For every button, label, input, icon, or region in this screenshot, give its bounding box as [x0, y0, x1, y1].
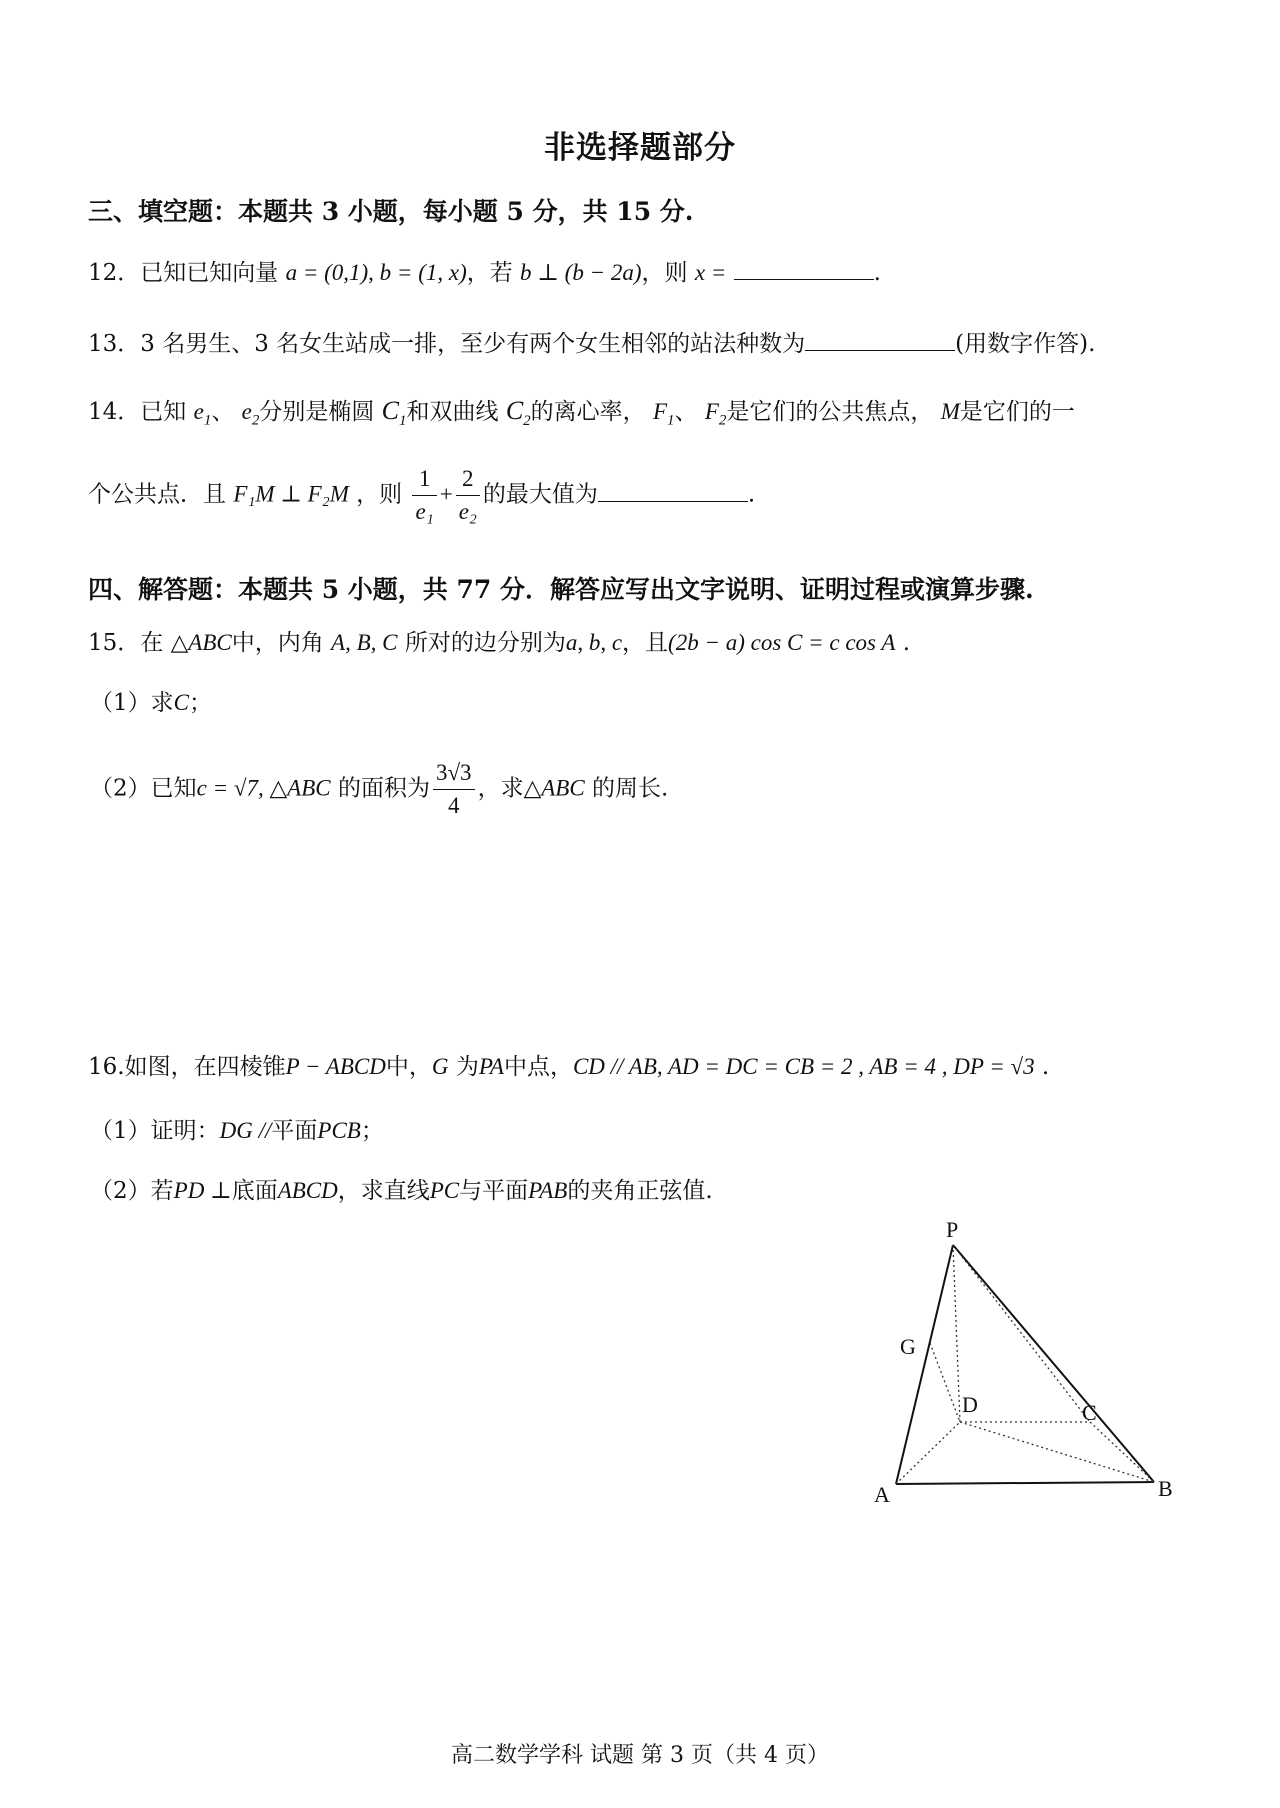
label-B: B: [1158, 1476, 1173, 1501]
edge-AB: [896, 1482, 1154, 1484]
q13-text: 3 名男生、3 名女生站成一排，至少有两个女生相邻的站法种数为: [140, 331, 806, 357]
q13-answer-blank: [805, 328, 955, 351]
q14-text-f: 是它们的一: [959, 399, 1075, 425]
label-A: A: [874, 1482, 890, 1507]
q14-e1-letter: e: [193, 399, 204, 424]
q16-number: 16.: [88, 1054, 125, 1080]
edge-PD: [953, 1245, 960, 1422]
q14-m: M: [940, 399, 960, 424]
q16-part-1: [90, 1112, 384, 1145]
edge-AD: [896, 1422, 960, 1484]
q15-end: .: [902, 630, 911, 656]
label-C: C: [1082, 1400, 1097, 1425]
q16-p2-label: （2）若: [90, 1178, 174, 1204]
q15-p2-given: c = √7, △ABC: [196, 775, 331, 801]
q14-fraction-2: [456, 463, 480, 528]
q15-equation: (2b − a) cos C = c cos A: [668, 630, 896, 655]
q16-text-a: 如图，在四棱锥: [124, 1054, 286, 1080]
q12-text-c: ，则: [641, 260, 688, 286]
q16-p2-expr: PD ⊥: [173, 1178, 232, 1203]
q15-text-c: 所对的边分别为: [404, 630, 566, 656]
section-3-heading: 三、填空题：本题共 3 小题，每小题 5 分，共 15 分.: [88, 197, 694, 226]
edge-PB: [953, 1245, 1154, 1482]
q16-part-2: [90, 1172, 713, 1205]
q16-text-b: 中，: [385, 1054, 432, 1080]
q16-condition: CD // AB, AD = DC = CB = 2 , AB = 4 , DP = √3: [572, 1054, 1035, 1079]
q16-p1-end: ；: [360, 1118, 384, 1144]
q16-p2-end: 的夹角正弦值.: [567, 1178, 713, 1204]
q16-text-c: 为: [455, 1054, 479, 1080]
section-4-heading: 四、解答题：本题共 5 小题，共 77 分．解答应写出文字说明、证明过程或演算步骤.: [88, 575, 1034, 604]
question-15: [88, 624, 910, 657]
question-12: [88, 254, 881, 287]
q16-p2-text2: ，求直线: [337, 1178, 430, 1204]
q16-p2-text: 底面: [231, 1178, 278, 1204]
q15-angles: A, B, C: [331, 630, 398, 655]
q12-ask: x =: [694, 260, 727, 285]
q14-answer-blank: [598, 479, 748, 502]
q14-f2: $F_2$: [704, 399, 727, 429]
q16-text-d: 中点，: [503, 1054, 573, 1080]
q14-sep1: 、: [211, 399, 235, 425]
question-14-line1: [88, 393, 1075, 430]
q14-frac1-num: 1: [412, 463, 436, 496]
pyramid-figure: [860, 1210, 1220, 1510]
q14-f2-letter: F: [704, 399, 719, 424]
q15-part-2: [90, 757, 668, 822]
question-14-line2: [88, 463, 755, 528]
edge-DB: [960, 1422, 1154, 1482]
q14-perp: F₁M ⊥ F₂M: [233, 481, 349, 507]
label-P: P: [946, 1217, 959, 1242]
q15-triangle: △ABC: [170, 630, 232, 655]
q14-f1: $F_1$: [652, 399, 675, 429]
q16-p2-plane: PAB: [528, 1178, 568, 1203]
q15-number: 15．: [88, 630, 141, 656]
q12-condition: b ⊥ (b − 2a): [520, 260, 642, 285]
edge-PA: [896, 1245, 953, 1484]
q15-text-b: 中，内角: [231, 630, 324, 656]
q15-text-d: ，且: [622, 630, 669, 656]
q14-number: 14．: [88, 399, 141, 425]
q12-answer-blank: [734, 257, 874, 280]
q14-text-c: 和双曲线: [406, 399, 499, 425]
q15-p1-end: ；: [188, 690, 212, 716]
q16-p2-base: ABCD: [277, 1178, 338, 1203]
q16-p2-text3: 与平面: [459, 1178, 529, 1204]
q12-end: .: [873, 260, 881, 286]
q14-text-d: 的离心率，: [530, 399, 646, 425]
q14-c1: $C_1$: [381, 396, 407, 430]
q15-sides: a, b, c: [565, 630, 623, 655]
q16-p1-label: （1）证明：: [90, 1118, 220, 1144]
q13-number: 13．: [88, 331, 141, 357]
edge-GD: [930, 1343, 960, 1422]
q15-text-a: 在: [140, 630, 164, 656]
q16-p1-text: 平面: [271, 1118, 318, 1144]
q14-end: .: [747, 481, 756, 508]
question-13: [88, 325, 1095, 358]
q12-text-b: ，若: [466, 260, 513, 286]
q14-text-b: 分别是椭圆: [259, 399, 375, 425]
q15-p2-triangle: △ABC: [523, 775, 585, 801]
label-D: D: [962, 1392, 978, 1417]
q14-frac2-den: e₂: [458, 499, 477, 524]
q16-p1-plane: PCB: [317, 1118, 361, 1143]
q16-g: G: [431, 1054, 449, 1079]
q14-e2: $e_2$: [241, 399, 260, 429]
q13-tail: (用数字作答).: [955, 331, 1096, 357]
q15-part-1: [90, 684, 212, 717]
label-G: G: [900, 1334, 916, 1359]
q14-e1: $e_1$: [193, 399, 212, 429]
q15-p2-end: 的周长.: [592, 775, 669, 802]
q14-text-i: 的最大值为: [482, 481, 598, 508]
q15-p2-text: 的面积为: [337, 775, 430, 802]
q15-p1-label: （1）求: [90, 690, 174, 716]
q14-frac1-den: e₁: [415, 499, 434, 524]
q16-end: .: [1041, 1054, 1050, 1080]
q15-p1-var: C: [173, 690, 189, 715]
q14-c2: $C_2$: [505, 396, 531, 430]
q14-e2-letter: e: [241, 399, 252, 424]
page-title: 非选择题部分: [544, 130, 736, 166]
edge-CB: [1090, 1422, 1154, 1482]
q16-pa: PA: [478, 1054, 504, 1079]
q12-number: 12．: [88, 260, 141, 286]
q12-vectors: a = (0,1), b = (1, x): [285, 260, 467, 285]
q14-text-e: 是它们的公共焦点，: [726, 399, 934, 425]
q14-frac2-num: 2: [456, 463, 480, 496]
q15-frac-num: 3√3: [433, 757, 475, 790]
q15-p2-text2: ，求: [477, 775, 524, 802]
q16-p2-line: PC: [429, 1178, 460, 1203]
page-footer: 高二数学学科 试题 第 3 页（共 4 页）: [451, 1743, 829, 1768]
q15-p2-label: （2）已知: [90, 775, 197, 802]
q15-area-fraction: [433, 757, 475, 822]
q15-frac-den: 4: [448, 793, 460, 818]
q14-sep2: 、: [674, 399, 698, 425]
q14-text-g: 个公共点．且: [88, 481, 226, 508]
q14-text-a: 已知: [140, 399, 187, 425]
q14-fraction-1: [412, 463, 436, 528]
question-16: [88, 1048, 1049, 1081]
q14-plus: +: [439, 481, 453, 507]
q16-pyramid: P − ABCD: [285, 1054, 386, 1079]
q12-text-a: 已知已知向量: [140, 260, 279, 286]
q14-f1-letter: F: [652, 399, 668, 424]
q14-c1-letter: C: [381, 396, 399, 425]
q14-text-h: ，则: [356, 481, 403, 508]
q14-c2-letter: C: [505, 396, 524, 425]
q16-p1-expr: DG //: [219, 1118, 272, 1143]
